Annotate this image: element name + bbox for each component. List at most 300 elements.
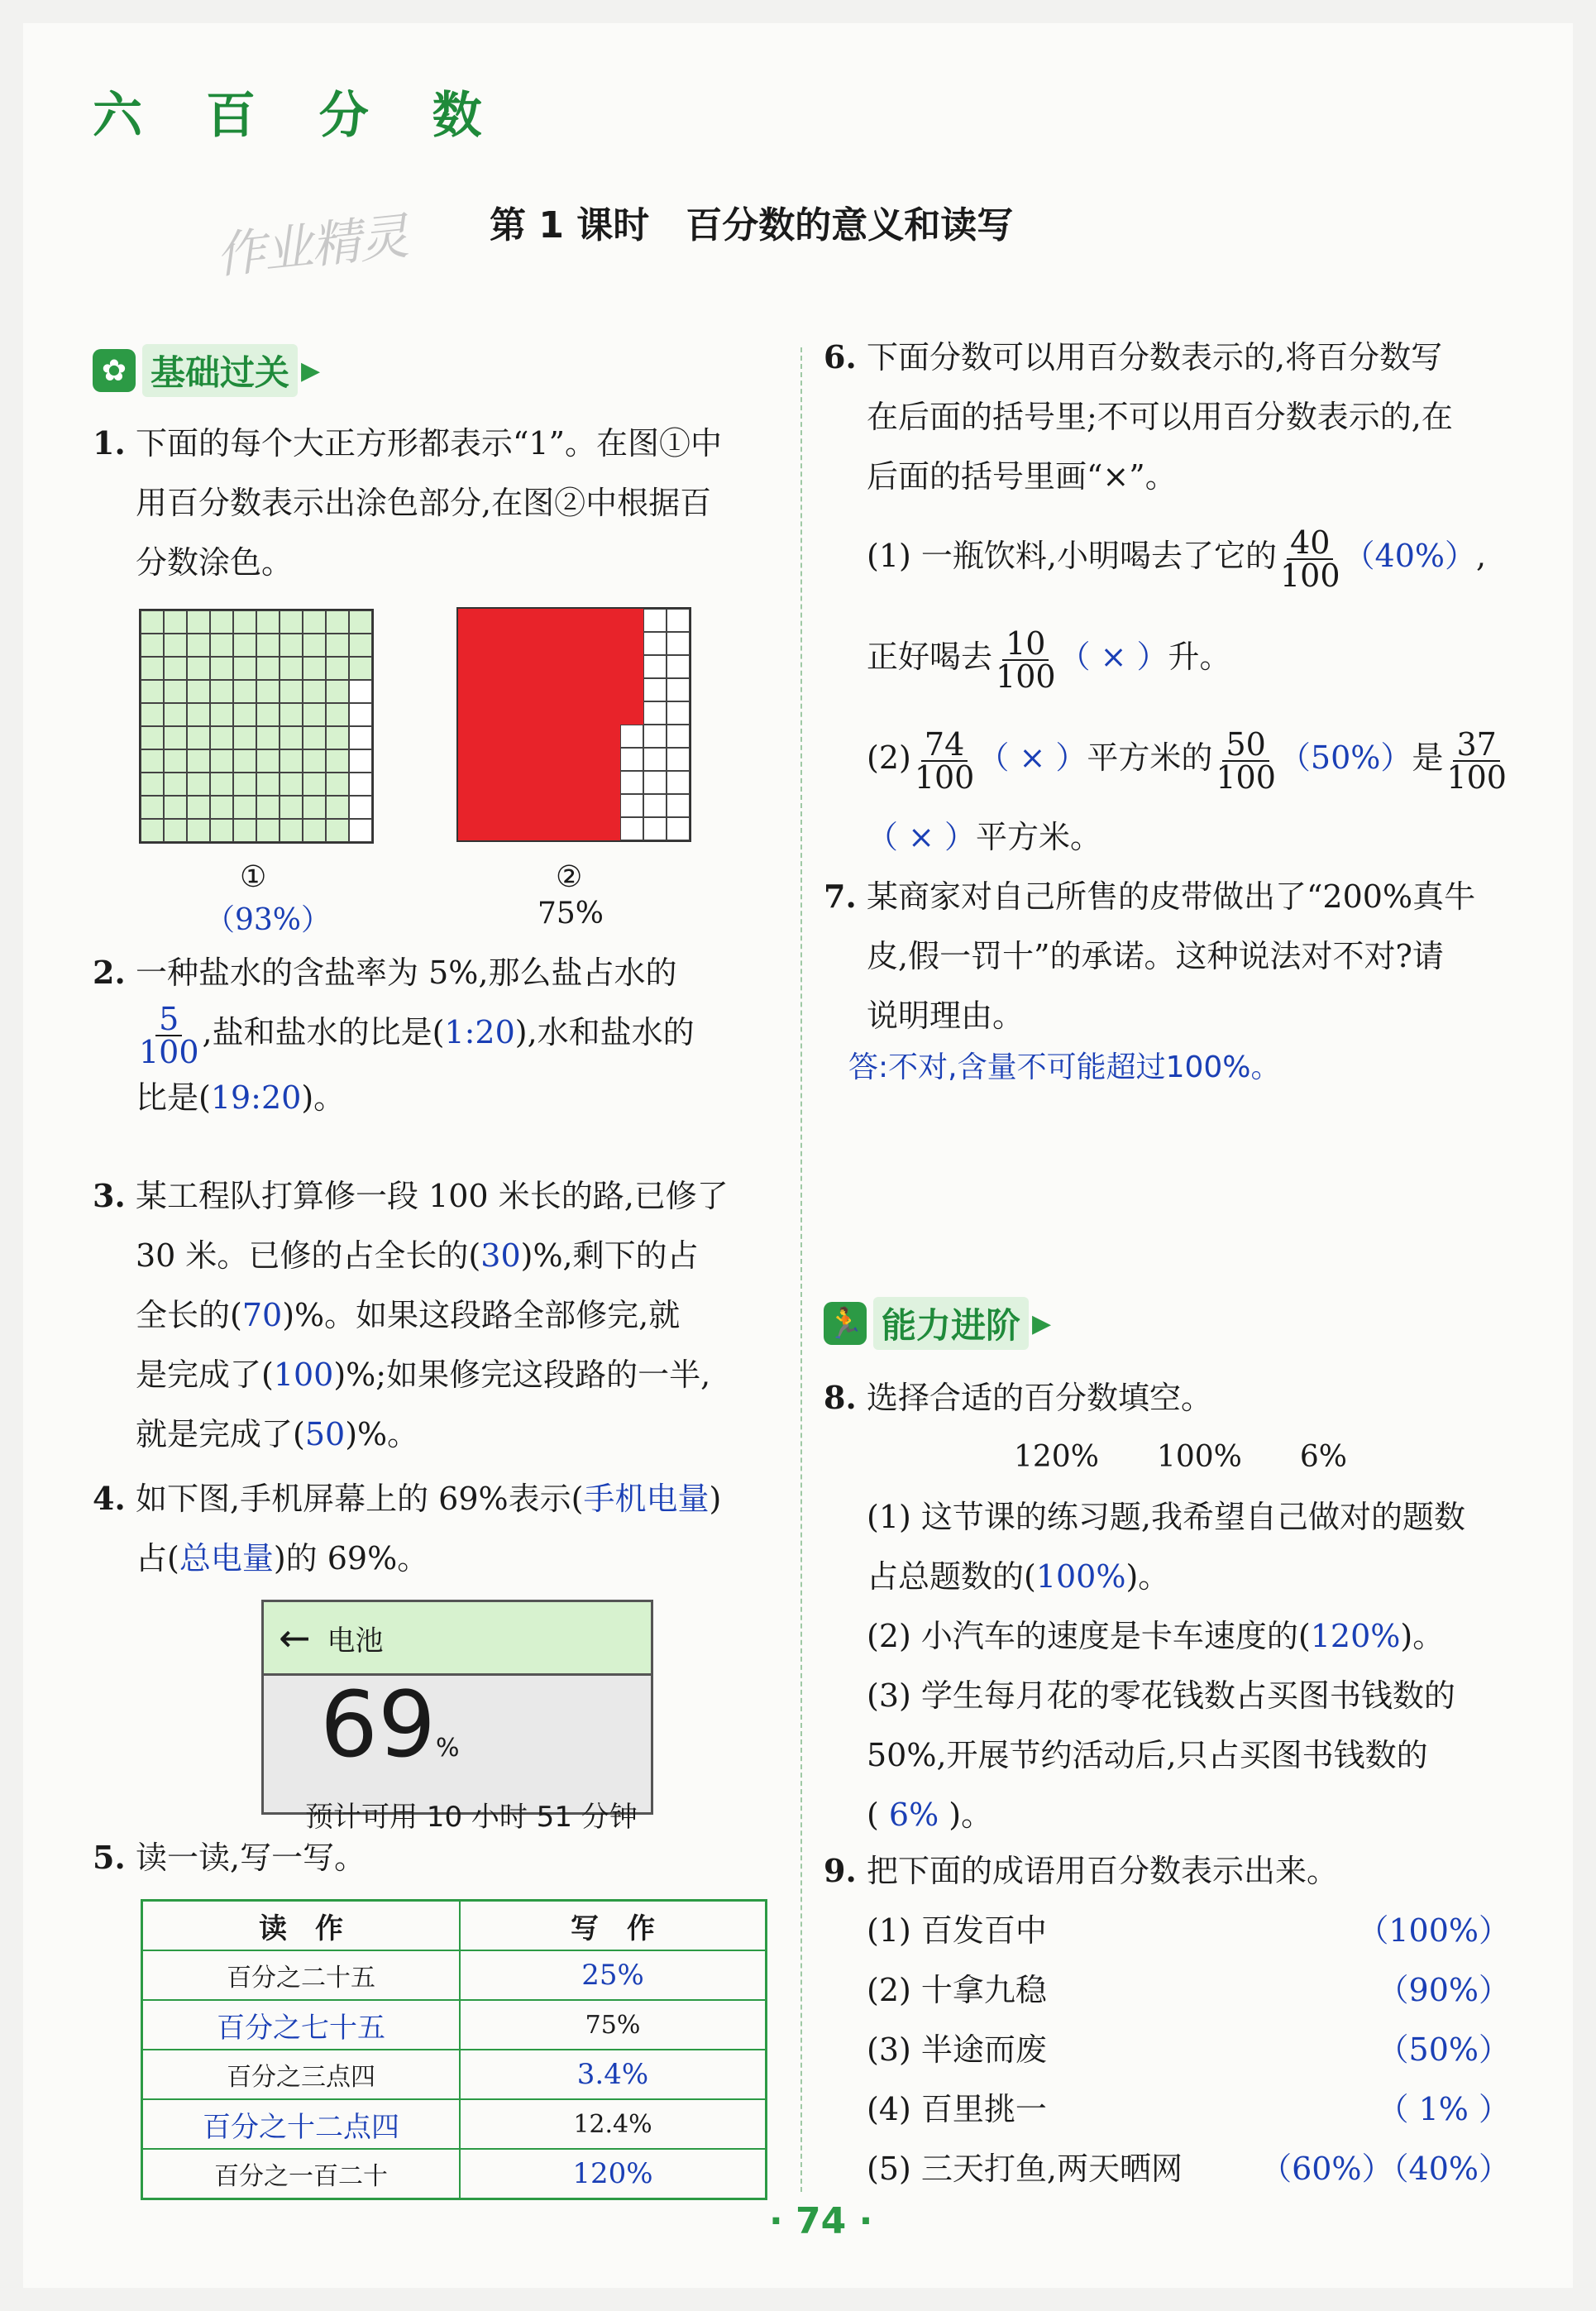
grid-cell xyxy=(280,657,303,680)
grid-cell xyxy=(233,749,256,773)
read-cell: 百分之三点四 xyxy=(142,2050,461,2099)
list-item xyxy=(824,1960,1510,2020)
q3-line-3b: )%。如果这段路全部修完,就 xyxy=(282,1297,681,1333)
grid-cell xyxy=(481,748,504,771)
grid-cell xyxy=(326,680,349,703)
q6-p1-text-2: 正好喝去 xyxy=(867,639,993,675)
grid-cell xyxy=(574,701,597,725)
q6-p2-answer-2: （50%） xyxy=(1278,739,1412,776)
grid-cell xyxy=(164,773,187,796)
grid-cell xyxy=(528,748,551,771)
grid-cell xyxy=(210,680,233,703)
grid-cell xyxy=(280,610,303,634)
grid-cell xyxy=(303,610,326,634)
q8-s3-line-3b: )。 xyxy=(949,1797,993,1833)
grid-cell xyxy=(233,680,256,703)
grid-cell xyxy=(303,703,326,726)
q2-ratio-1: 1:20 xyxy=(444,1014,515,1050)
q9-text: 把下面的成语用百分数表示出来。 xyxy=(867,1853,1339,1889)
q6-part-1-line-2 xyxy=(867,624,1231,695)
grid-cell xyxy=(667,655,690,678)
lesson-title: 第 1 课时 百分数的意义和读写 xyxy=(490,204,1014,246)
figure-2-value: 75% xyxy=(538,897,604,931)
grid-cell xyxy=(458,817,481,840)
grid-cell xyxy=(551,794,574,817)
grid-cell xyxy=(528,771,551,794)
question-number: 3. xyxy=(93,1177,126,1214)
grid-cell xyxy=(164,657,187,680)
q4-line-2a: 占( xyxy=(136,1540,179,1577)
q8-s1-line-2b: )。 xyxy=(1125,1558,1170,1595)
grid-cell xyxy=(233,634,256,657)
idiom-label: (5) 三天打鱼,两天晒网 xyxy=(867,2151,1183,2187)
question-number: 5. xyxy=(93,1839,126,1876)
grid-cell xyxy=(233,657,256,680)
grid-cell xyxy=(187,610,210,634)
grid-cell xyxy=(210,819,233,842)
q6-part-1-line-1: (1) 一瓶饮料,小明喝去了它的 $\frac{40}{100}$ （40%）, xyxy=(867,524,1487,594)
grid-cell xyxy=(643,678,667,701)
grid-cell xyxy=(256,726,280,749)
grid-cell xyxy=(620,609,643,632)
grid-cell xyxy=(481,817,504,840)
q4-line-1b: ) xyxy=(709,1481,722,1517)
grid-cell xyxy=(574,678,597,701)
section-advanced xyxy=(824,1299,1051,1348)
grid-cell xyxy=(280,796,303,819)
grid-cell xyxy=(574,655,597,678)
grid-cell xyxy=(349,703,372,726)
write-cell: 12.4% xyxy=(460,2099,767,2149)
grid-cell xyxy=(303,726,326,749)
q6-p2-text: 平方米的 xyxy=(1087,739,1213,776)
grid-cell xyxy=(667,748,690,771)
grid-cell xyxy=(164,703,187,726)
grid-cell xyxy=(458,609,481,632)
grid-cell xyxy=(528,794,551,817)
grid-cell xyxy=(574,817,597,840)
idiom-label: (2) 十拿九稳 xyxy=(867,1972,1047,2008)
q3-answer-1: 30 xyxy=(480,1237,521,1274)
grid-cell xyxy=(141,703,164,726)
grid-cell xyxy=(256,749,280,773)
grid-cell xyxy=(504,701,528,725)
grid-cell xyxy=(643,725,667,748)
grid-cell xyxy=(504,678,528,701)
grid-cell xyxy=(504,771,528,794)
grid-cell xyxy=(210,726,233,749)
grid-cell xyxy=(667,794,690,817)
idiom-label: (1) 百发百中 xyxy=(867,1912,1047,1949)
question-number: 4. xyxy=(93,1480,126,1517)
grid-cell xyxy=(528,609,551,632)
option: 100% xyxy=(1156,1440,1242,1474)
q3-answer-2: 70 xyxy=(241,1297,283,1333)
list-item xyxy=(824,1901,1510,1960)
list-item xyxy=(824,2139,1510,2199)
grid-cell xyxy=(528,817,551,840)
q6-line-1: 下面分数可以用百分数表示的,将百分数写 xyxy=(867,339,1443,376)
question-3 xyxy=(93,1166,779,1464)
grid-cell xyxy=(620,794,643,817)
grid-cell xyxy=(256,773,280,796)
grid-cell xyxy=(164,726,187,749)
grid-cell xyxy=(256,796,280,819)
q3-line-4a: 是完成了( xyxy=(136,1356,274,1393)
q6-p2-answer-3: （ × ） xyxy=(867,819,976,855)
grid-cell xyxy=(280,819,303,842)
idiom-answer: （50%） xyxy=(1377,2031,1510,2068)
grid-cell xyxy=(141,610,164,634)
q2-line-3b: )。 xyxy=(301,1079,346,1116)
q2-fraction xyxy=(139,1000,199,1070)
column-divider xyxy=(800,347,802,2192)
q7-answer: 答:不对,含量不可能超过100%。 xyxy=(848,1050,1281,1084)
grid-cell xyxy=(210,796,233,819)
q4-answer-1: 手机电量 xyxy=(583,1481,710,1517)
grid-cell xyxy=(233,726,256,749)
grid-cell xyxy=(233,703,256,726)
grid-cell xyxy=(504,817,528,840)
grid-cell xyxy=(326,749,349,773)
grid-cell xyxy=(481,794,504,817)
idiom-answer: （60%）（40%） xyxy=(1260,2151,1510,2187)
grid-cell xyxy=(256,819,280,842)
grid-cell xyxy=(643,817,667,840)
grid-cell xyxy=(481,771,504,794)
grid-cell xyxy=(326,634,349,657)
grid-cell xyxy=(667,725,690,748)
grid-cell xyxy=(597,794,620,817)
grid-cell xyxy=(141,749,164,773)
battery-screen xyxy=(261,1600,653,1834)
question-number: 8. xyxy=(824,1379,857,1416)
q8-s3-line-3a: ( xyxy=(867,1797,879,1833)
grid-cell xyxy=(574,771,597,794)
q8-s1-line-1: (1) 这节课的练习题,我希望自己做对的题数 xyxy=(867,1499,1465,1535)
read-cell: 百分之七十五 xyxy=(142,2000,461,2050)
frac-den: 100 xyxy=(1280,557,1340,594)
question-7 xyxy=(824,867,1527,1045)
grid-cell xyxy=(620,678,643,701)
q6-part-2-line-1 xyxy=(867,725,1510,796)
grid-cell xyxy=(256,657,280,680)
grid-cell xyxy=(643,632,667,655)
grid-cell xyxy=(280,703,303,726)
q8-s2-answer: 120% xyxy=(1310,1618,1401,1654)
grid-cell xyxy=(233,610,256,634)
grid-cell xyxy=(164,634,187,657)
grid-cell xyxy=(620,701,643,725)
q1-line-1: 下面的每个大正方形都表示“1”。在图①中 xyxy=(136,425,723,462)
q6-p1-answer-1: （40%） xyxy=(1343,538,1476,574)
grid-cell xyxy=(187,773,210,796)
write-cell: 75% xyxy=(460,2000,767,2050)
grid-cell xyxy=(597,678,620,701)
grid-cell xyxy=(303,773,326,796)
grid-cell xyxy=(643,655,667,678)
header-write: 写 作 xyxy=(460,1901,767,1951)
grid-cell xyxy=(481,725,504,748)
grid-cell xyxy=(326,726,349,749)
grid-cell xyxy=(481,609,504,632)
q3-line-4b: )%;如果修完这段路的一半, xyxy=(333,1356,711,1393)
q8-text: 选择合适的百分数填空。 xyxy=(867,1380,1213,1416)
q6-p2-answer-1: （ × ） xyxy=(977,739,1087,776)
grid-cell xyxy=(643,701,667,725)
battery-screen-title: 电池 xyxy=(327,1624,384,1658)
grid-cell xyxy=(481,655,504,678)
option: 120% xyxy=(1014,1440,1099,1474)
grid-cell xyxy=(551,725,574,748)
table-row xyxy=(142,2050,767,2099)
question-5 xyxy=(93,1828,366,1888)
grid-cell xyxy=(349,634,372,657)
grid-cell xyxy=(280,634,303,657)
grid-cell xyxy=(256,703,280,726)
question-6 xyxy=(824,328,1527,506)
grid-cell xyxy=(349,819,372,842)
grid-cell xyxy=(643,771,667,794)
grid-cell xyxy=(141,634,164,657)
grid-cell xyxy=(643,609,667,632)
frac-den: 100 xyxy=(1446,758,1507,796)
list-item xyxy=(824,2020,1510,2079)
grid-cell xyxy=(620,771,643,794)
q6-line-2: 在后面的括号里;不可以用百分数表示的,在 xyxy=(867,399,1453,435)
q2-line-3a: 比是( xyxy=(136,1079,211,1116)
read-cell: 百分之一百二十 xyxy=(142,2149,461,2199)
grid-cell xyxy=(597,748,620,771)
grid-cell xyxy=(620,748,643,771)
q4-answer-2: 总电量 xyxy=(179,1540,274,1577)
question-4 xyxy=(93,1469,779,1588)
grid-cell xyxy=(326,703,349,726)
grid-cell xyxy=(210,634,233,657)
grid-cell xyxy=(326,796,349,819)
question-1 xyxy=(93,414,779,592)
q3-answer-4: 50 xyxy=(304,1416,346,1452)
grid-cell xyxy=(210,703,233,726)
q2-frac-den: 100 xyxy=(139,1033,199,1070)
grid-cell xyxy=(164,749,187,773)
grid-cell xyxy=(210,610,233,634)
question-number: 7. xyxy=(824,878,857,915)
q6-p1-text: (1) 一瓶饮料,小明喝去了它的 xyxy=(867,538,1277,574)
q8-s3-line-1: (3) 学生每月花的零花钱数占买图书钱数的 xyxy=(867,1677,1455,1714)
grid-cell xyxy=(551,609,574,632)
figure-2-label: ② xyxy=(556,860,583,894)
grid-cell xyxy=(551,701,574,725)
question-2 xyxy=(93,943,779,1127)
grid-cell xyxy=(280,749,303,773)
grid-cell xyxy=(349,680,372,703)
section-basic xyxy=(93,346,320,395)
q2-line-2b: ),水和盐水的 xyxy=(514,1014,695,1050)
q7-line-3: 说明理由。 xyxy=(867,998,1025,1034)
grid-cell xyxy=(667,701,690,725)
grid-cell xyxy=(528,655,551,678)
grid-cell xyxy=(187,819,210,842)
q3-line-3a: 全长的( xyxy=(136,1297,242,1333)
grid-cell xyxy=(574,632,597,655)
grid-cell xyxy=(597,655,620,678)
question-number: 2. xyxy=(93,954,126,991)
q3-line-5b: )%。 xyxy=(345,1416,419,1452)
question-number: 1. xyxy=(93,424,126,462)
grid-cell xyxy=(551,632,574,655)
grid-cell xyxy=(303,749,326,773)
grid-cell xyxy=(326,819,349,842)
write-cell: 3.4% xyxy=(460,2050,767,2099)
grid-cell xyxy=(349,773,372,796)
grid-cell xyxy=(504,794,528,817)
grid-cell xyxy=(528,678,551,701)
unit-title: 六 百 分 数 xyxy=(93,87,505,145)
grid-cell xyxy=(504,632,528,655)
grid-cell xyxy=(458,678,481,701)
grid-cell xyxy=(349,749,372,773)
grid-cell xyxy=(528,632,551,655)
grid-cell xyxy=(620,655,643,678)
grid-cell xyxy=(187,796,210,819)
grid-cell xyxy=(551,748,574,771)
grid-cell xyxy=(349,726,372,749)
grid-cell xyxy=(141,819,164,842)
grid-cell xyxy=(303,680,326,703)
chevron-right-icon: ▶ xyxy=(1032,1309,1052,1338)
grid-cell xyxy=(187,634,210,657)
q6-p2-text-3: 平方米。 xyxy=(976,819,1102,855)
watermark: 作业精灵 xyxy=(213,208,410,285)
frac-num: 40 xyxy=(1287,527,1333,560)
grid-cell xyxy=(210,749,233,773)
page-number: · 74 · xyxy=(769,2200,873,2242)
grid-cell xyxy=(233,819,256,842)
grid-cell xyxy=(667,609,690,632)
question-9 xyxy=(824,1841,1510,2199)
grid-cell xyxy=(233,796,256,819)
q3-answer-3: 100 xyxy=(273,1356,334,1393)
grid-cell xyxy=(303,634,326,657)
grid-cell xyxy=(326,610,349,634)
frac-num: 10 xyxy=(1002,628,1049,661)
grid-cell xyxy=(667,632,690,655)
grid-cell xyxy=(458,794,481,817)
q6-p1-text-3: 升。 xyxy=(1168,639,1231,675)
grid-cell xyxy=(643,794,667,817)
q7-line-1: 某商家对自己所售的皮带做出了“200%真牛 xyxy=(867,878,1476,915)
frac-den: 100 xyxy=(996,658,1056,695)
q8-s1-answer: 100% xyxy=(1035,1558,1126,1595)
figure-1-grid xyxy=(139,609,374,844)
grid-cell xyxy=(458,748,481,771)
grid-cell xyxy=(141,796,164,819)
grid-cell xyxy=(481,632,504,655)
grid-cell xyxy=(481,701,504,725)
grid-cell xyxy=(620,817,643,840)
back-arrow-icon: ← xyxy=(279,1615,311,1660)
frac-num: 37 xyxy=(1453,729,1499,762)
grid-cell xyxy=(303,657,326,680)
q2-ratio-2: 19:20 xyxy=(210,1079,302,1116)
battery-percentage xyxy=(320,1672,651,1794)
q8-s3-answer: 6% xyxy=(878,1797,949,1833)
table-header xyxy=(142,1901,767,1951)
grid-cell xyxy=(256,634,280,657)
q1-line-3: 分数涂色。 xyxy=(136,544,294,581)
grid-cell xyxy=(643,748,667,771)
grid-cell xyxy=(256,610,280,634)
battery-estimate: 预计可用 10 小时 51 分钟 xyxy=(305,1801,638,1834)
grid-cell xyxy=(597,632,620,655)
grid-cell xyxy=(551,817,574,840)
grid-cell xyxy=(504,725,528,748)
q3-line-5a: 就是完成了( xyxy=(136,1416,305,1452)
battery-screen-header xyxy=(264,1602,651,1676)
section-advanced-label: 能力进阶 xyxy=(873,1297,1029,1350)
grid-cell xyxy=(597,771,620,794)
grid-cell xyxy=(458,655,481,678)
q7-line-2: 皮,假一罚十”的承诺。这种说法对不对?请 xyxy=(867,938,1444,974)
q2-line-1: 一种盐水的含盐率为 5%,那么盐占水的 xyxy=(136,955,677,991)
idiom-answer: （90%） xyxy=(1377,1972,1510,2008)
write-cell: 25% xyxy=(460,1950,767,2000)
grid-cell xyxy=(187,680,210,703)
question-8 xyxy=(824,1368,1527,1844)
grid-cell xyxy=(504,655,528,678)
q6-p1-answer-2: （ × ） xyxy=(1058,639,1168,675)
grid-cell xyxy=(528,725,551,748)
q3-line-1: 某工程队打算修一段 100 米长的路,已修了 xyxy=(136,1178,729,1214)
q8-s1-line-2a: 占总题数的( xyxy=(867,1558,1036,1595)
grid-cell xyxy=(280,726,303,749)
grid-cell xyxy=(458,771,481,794)
grid-cell xyxy=(164,610,187,634)
grid-cell xyxy=(597,817,620,840)
table-row xyxy=(142,2000,767,2050)
grid-cell xyxy=(597,609,620,632)
grid-cell xyxy=(141,680,164,703)
grid-cell xyxy=(280,773,303,796)
grid-cell xyxy=(667,678,690,701)
read-cell: 百分之十二点四 xyxy=(142,2099,461,2149)
grid-cell xyxy=(141,773,164,796)
frac-den: 100 xyxy=(1216,758,1276,796)
idiom-answer: （ 1% ） xyxy=(1377,2091,1510,2127)
frac-num: 50 xyxy=(1222,729,1269,762)
gear-icon: ✿ xyxy=(93,349,136,392)
frac-den: 100 xyxy=(914,758,975,796)
list-item xyxy=(824,2079,1510,2139)
grid-cell xyxy=(187,657,210,680)
grid-cell xyxy=(620,725,643,748)
grid-cell xyxy=(551,655,574,678)
table-row xyxy=(142,2099,767,2149)
grid-cell xyxy=(504,609,528,632)
grid-cell xyxy=(349,796,372,819)
q8-s2-text-2: )。 xyxy=(1400,1618,1445,1654)
idiom-label: (3) 半途而废 xyxy=(867,2031,1047,2068)
grid-cell xyxy=(597,701,620,725)
grid-cell xyxy=(326,773,349,796)
grid-cell xyxy=(349,657,372,680)
grid-cell xyxy=(164,796,187,819)
battery-value: 69 xyxy=(320,1672,436,1778)
read-cell: 百分之二十五 xyxy=(142,1950,461,2000)
idiom-label: (4) 百里挑一 xyxy=(867,2091,1047,2127)
grid-cell xyxy=(620,632,643,655)
